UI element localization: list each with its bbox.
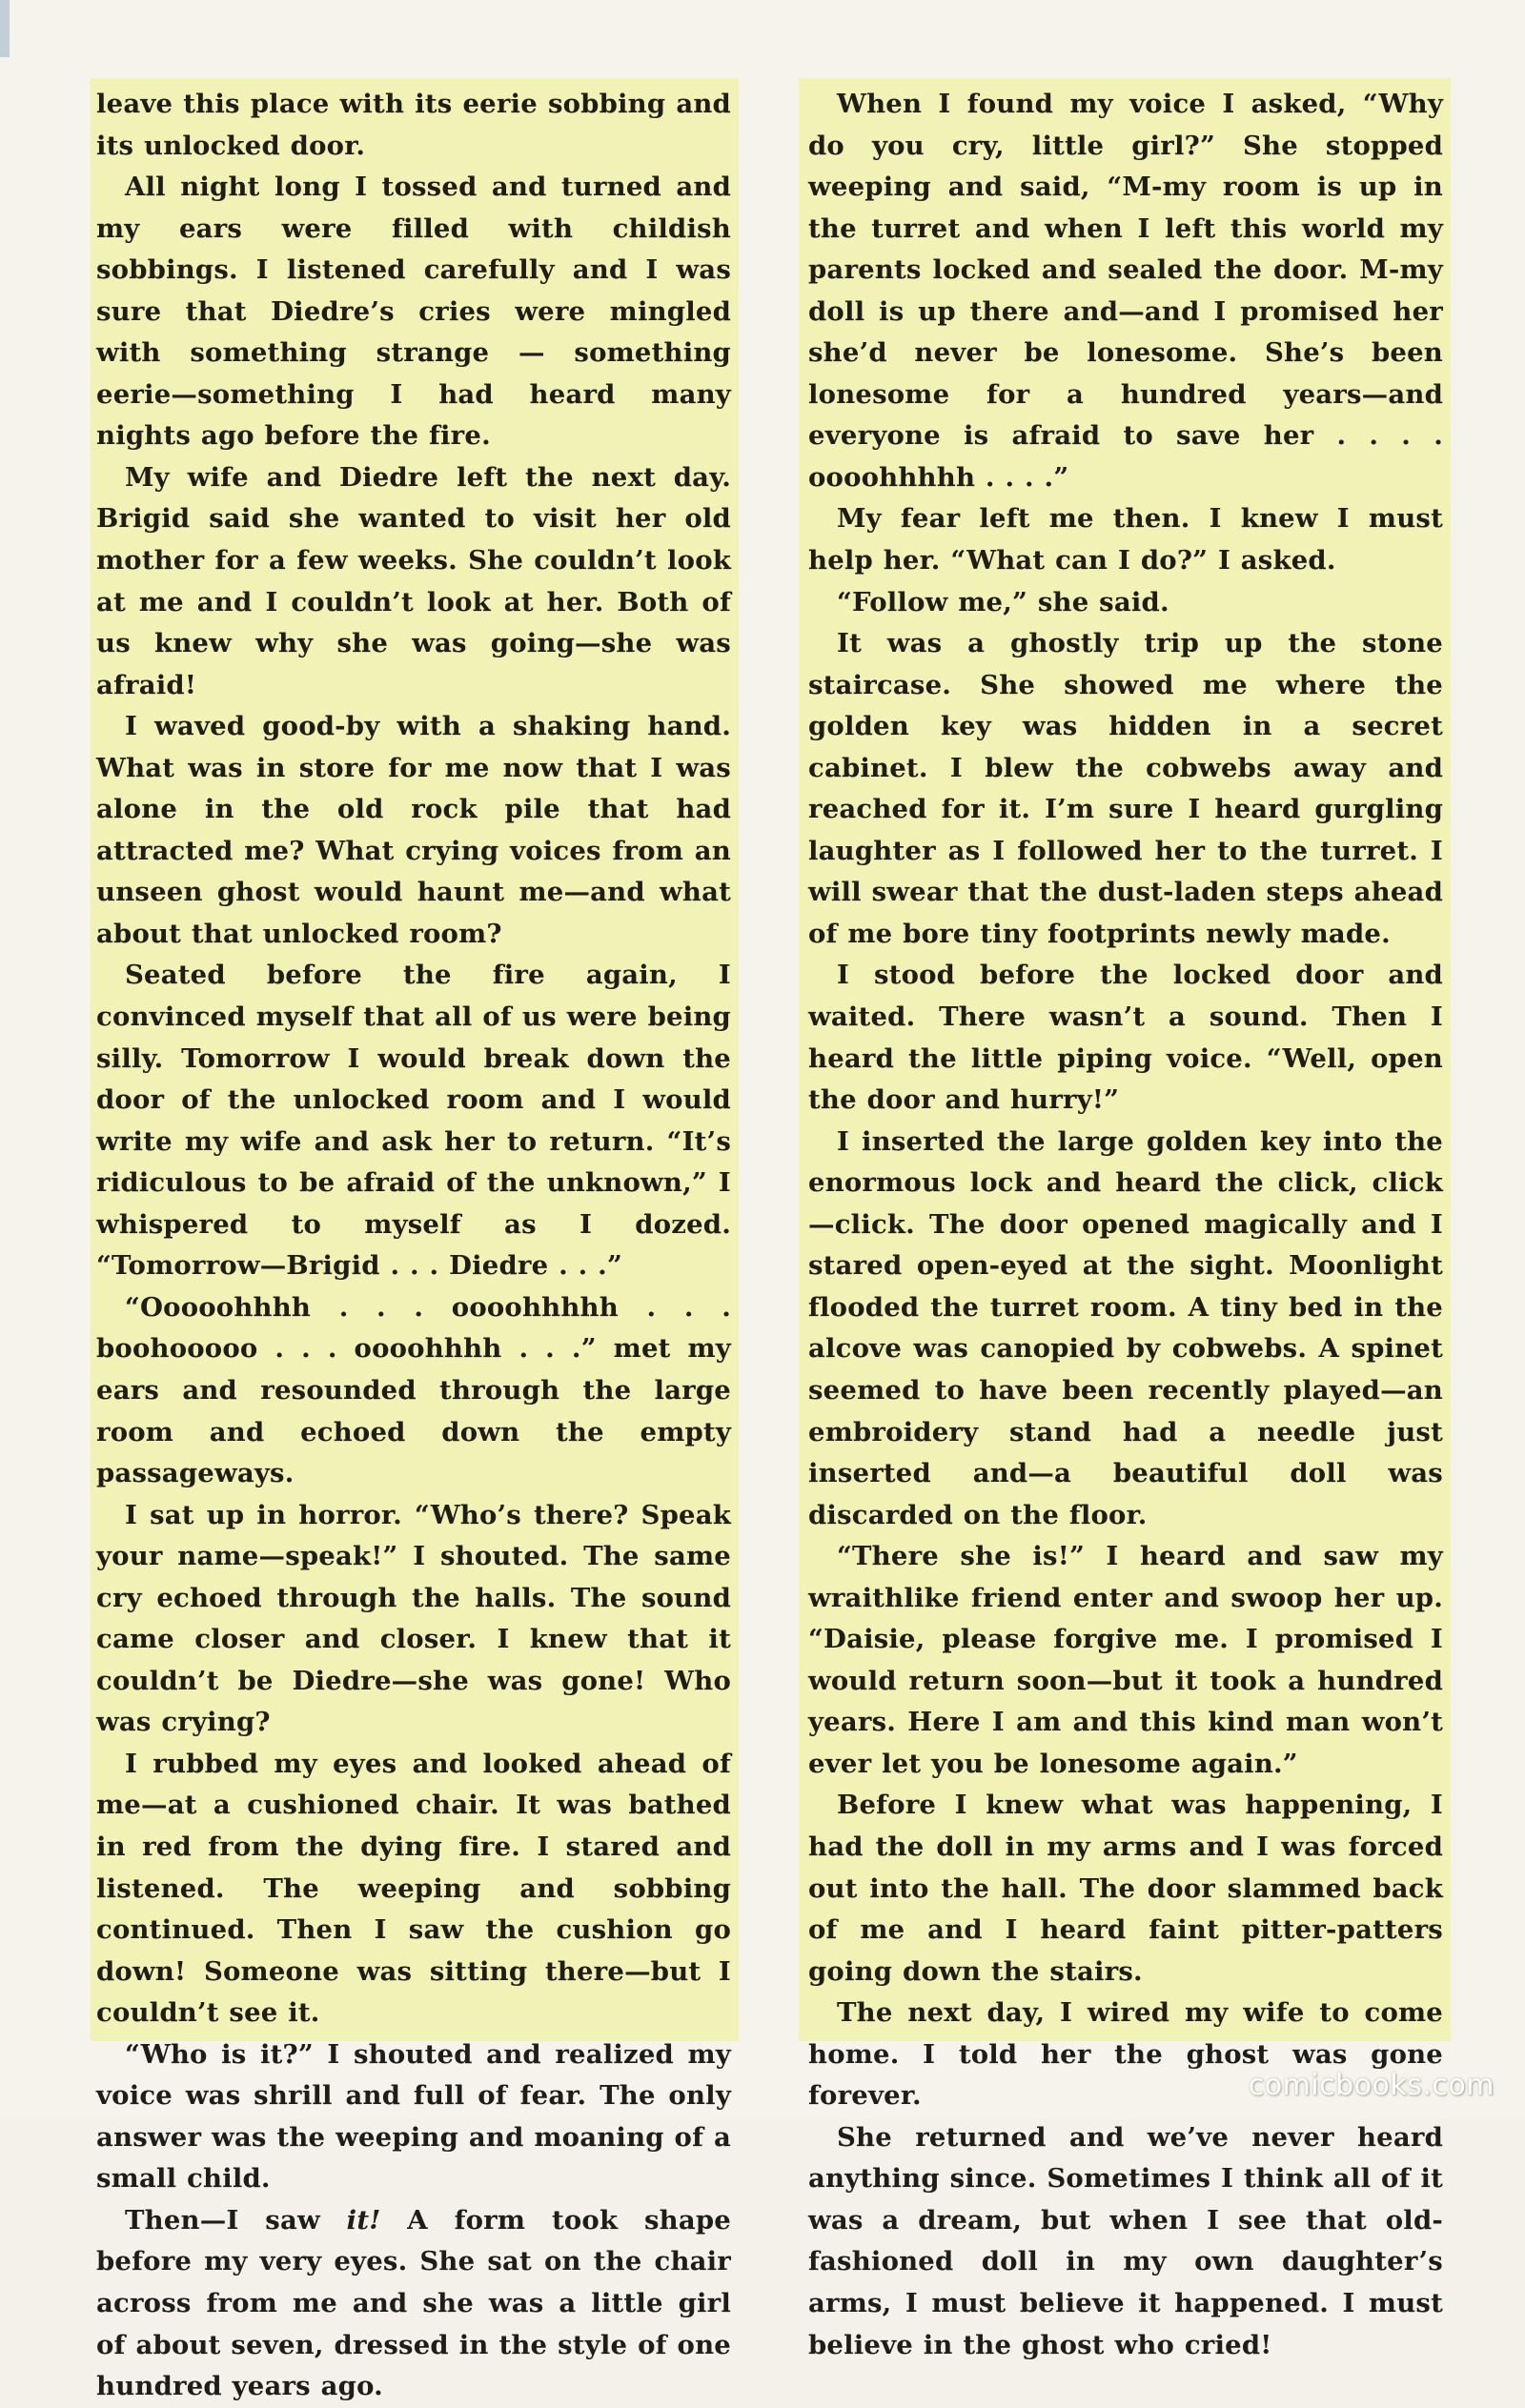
watermark: comicbooks.com: [1248, 2069, 1494, 2102]
paragraph: My fear left me then. I knew I must help her. “What can I do?” I asked.: [808, 503, 1443, 577]
paragraph: Before I knew what was happening, I had the doll in my arms and I was forced out into the hall. The door slammed back of me and I heard faint pitter-patters going down the stairs.: [808, 1790, 1443, 1987]
paragraph: When I found my voice I asked, “Why do you cry, little girl?” She stopped weeping and said, “M-my room is up in the turret and when I left this world my parents locked and sealed the door. M-my doll is up there and—and I promised her she’d never be lonesome. She’s been lonesome for a hundred years—and everyone is afraid to save her . . . . oooohhhhh . . . .”: [808, 89, 1443, 493]
left-text-column: [91, 78, 739, 2402]
emphasis-text: it!: [346, 2204, 381, 2236]
paragraph: I rubbed my eyes and looked ahead of me—at a cushioned chair. It was bathed in red from the dying fire. I stared and listened. The weeping and sobbing continued. Then I saw the cushion go down! Someone was sitting there—but I couldn’t see it.: [96, 1748, 731, 2029]
scan-corner-mark: [0, 0, 10, 57]
paragraph: I sat up in horror. “Who’s there? Speak your name—speak!” I shouted. The same cry echoed through the halls. The sound came closer and closer. I knew that it couldn’t be Diedre—she was gone! Who was crying?: [96, 1499, 731, 1738]
paragraph-text: Then—I saw: [125, 2204, 347, 2236]
paragraph: Seated before the fire again, I convinced myself that all of us were being silly. Tomorrow I would break down the door of the unlocked room and I would write my wife and ask her to return. “It’s ridiculous to be afraid of the unknown,” I whispered to myself as I dozed. “Tomorrow—Brigid . . . Diedre . . .”: [96, 960, 731, 1282]
paragraph: I inserted the large golden key into the enormous lock and heard the click, click—click. The door opened magically and I stared open-eyed at the sight. Moonlight flooded the turret room. A tiny bed in the alcove was canopied by cobwebs. A spinet seemed to have been recently played—an embroidery stand had a needle just inserted and—a beautiful doll was discarded on the floor.: [808, 1125, 1443, 1530]
paragraph: She returned and we’ve never heard anything since. Sometimes I think all of it was a dream, but when I see that old-fashioned doll in my own daughter’s arms, I must believe it happened. I must believe in the ghost who cried!: [808, 2121, 1443, 2360]
paragraph: My wife and Diedre left the next day. Brigid said she wanted to visit her old mother for a few weeks. She couldn’t look at me and I couldn’t look at her. Both of us knew why she was going—she was afraid!: [96, 461, 731, 700]
paragraph: leave this place with its eerie sobbing and its unlocked door.: [96, 89, 731, 161]
paragraph: All night long I tossed and turned and my ears were filled with childish sobbings. I listened carefully and I was sure that Diedre’s cries were mingled with something strange — something eerie—something I had heard many nights ago before the fire.: [96, 172, 731, 452]
paragraph: [96, 2200, 731, 2408]
paragraph: It was a ghostly trip up the stone staircase. She showed me where the golden key was hidden in a secret cabinet. I blew the cobwebs away and reached for it. I’m sure I heard gurgling laughter as I followed her to the turret. I will swear that the dust-laden steps ahead of me bore tiny footprints newly made.: [808, 628, 1443, 949]
paragraph: “Follow me,” she said.: [837, 586, 1169, 617]
paragraph: “Ooooohhhh . . . oooohhhhh . . . boohooooo . . . oooohhhh . . .” met my ears and resounded through the large room and echoed down the empty passageways.: [96, 1291, 731, 1489]
paragraph-text: A form took shape before my very eyes. She sat on the chair across from me and she was a little girl of about seven, dressed in the style of one hundred years ago.: [96, 2204, 732, 2402]
paragraph: “Who is it?” I shouted and realized my voice was shrill and full of fear. The only answer was the weeping and moaning of a small child.: [96, 2038, 731, 2195]
paragraph: The next day, I wired my wife to come home. I told her the ghost was gone forever.: [808, 1997, 1443, 2112]
paragraph: I stood before the locked door and waited. There wasn’t a sound. Then I heard the little piping voice. “Well, open the door and hurry!”: [808, 960, 1443, 1116]
paragraph: “There she is!” I heard and saw my wraithlike friend enter and swoop her up. “Daisie, please forgive me. I promised I would return soon—but it took a hundred years. Here I am and this kind man won’t ever let you be lonesome again.”: [808, 1541, 1443, 1779]
paragraph: I waved good-by with a shaking hand. What was in store for me now that I was alone in the old rock pile that had attracted me? What crying voices from an unseen ghost would haunt me—and what about that unlocked room?: [96, 711, 731, 949]
